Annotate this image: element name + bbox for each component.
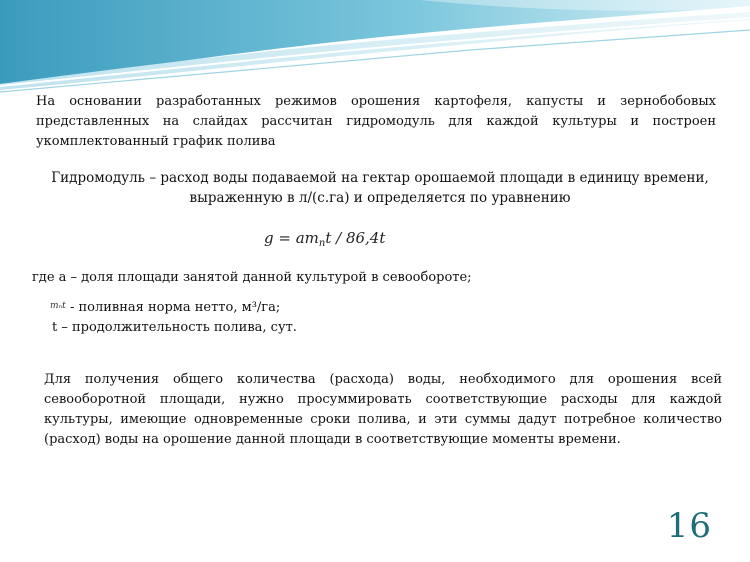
where-a-definition: где а – доля площади занятой данной культурой в севообороте; [32, 270, 472, 285]
formula-subscript: n [318, 238, 326, 249]
intro-paragraph: На основании разработанных режимов орошения картофеля, капусты и зернобобовых представленных на слайдах рассчитан гидромодуль для каждой культуры и построен укомплектованный график полива [36, 94, 716, 149]
page-number: 16 [666, 506, 712, 546]
where-t-definition: t – продолжительность полива, сут. [52, 320, 297, 335]
hydromodule-formula [264, 229, 385, 249]
where-m-text: - поливная норма нетто, м³/га; [65, 300, 281, 315]
summary-paragraph: Для получения общего количества (расхода) воды, необходимого для орошения всей севооборотной площади, нужно просуммировать соответствующие расходы для каждой культуры, имеющие одновременные сроки полива, и эти суммы дадут потребное количество (расход) воды на орошение данной площади в соответствующие моменты времени. [44, 372, 722, 447]
formula-rhs: t / 86,4t [325, 229, 386, 247]
definition-paragraph [30, 168, 730, 208]
m-symbol: mₙt [50, 301, 66, 311]
definition-line-2: выраженную в л/(с.га) и определяется по уравнению [189, 190, 571, 206]
definition-line-1: Гидромодуль – расход воды подаваемой на гектар орошаемой площади в единицу времени, [51, 170, 709, 186]
where-m-definition [50, 296, 550, 318]
formula-lhs: g = am [264, 229, 319, 247]
decorative-wave-header [0, 0, 750, 95]
